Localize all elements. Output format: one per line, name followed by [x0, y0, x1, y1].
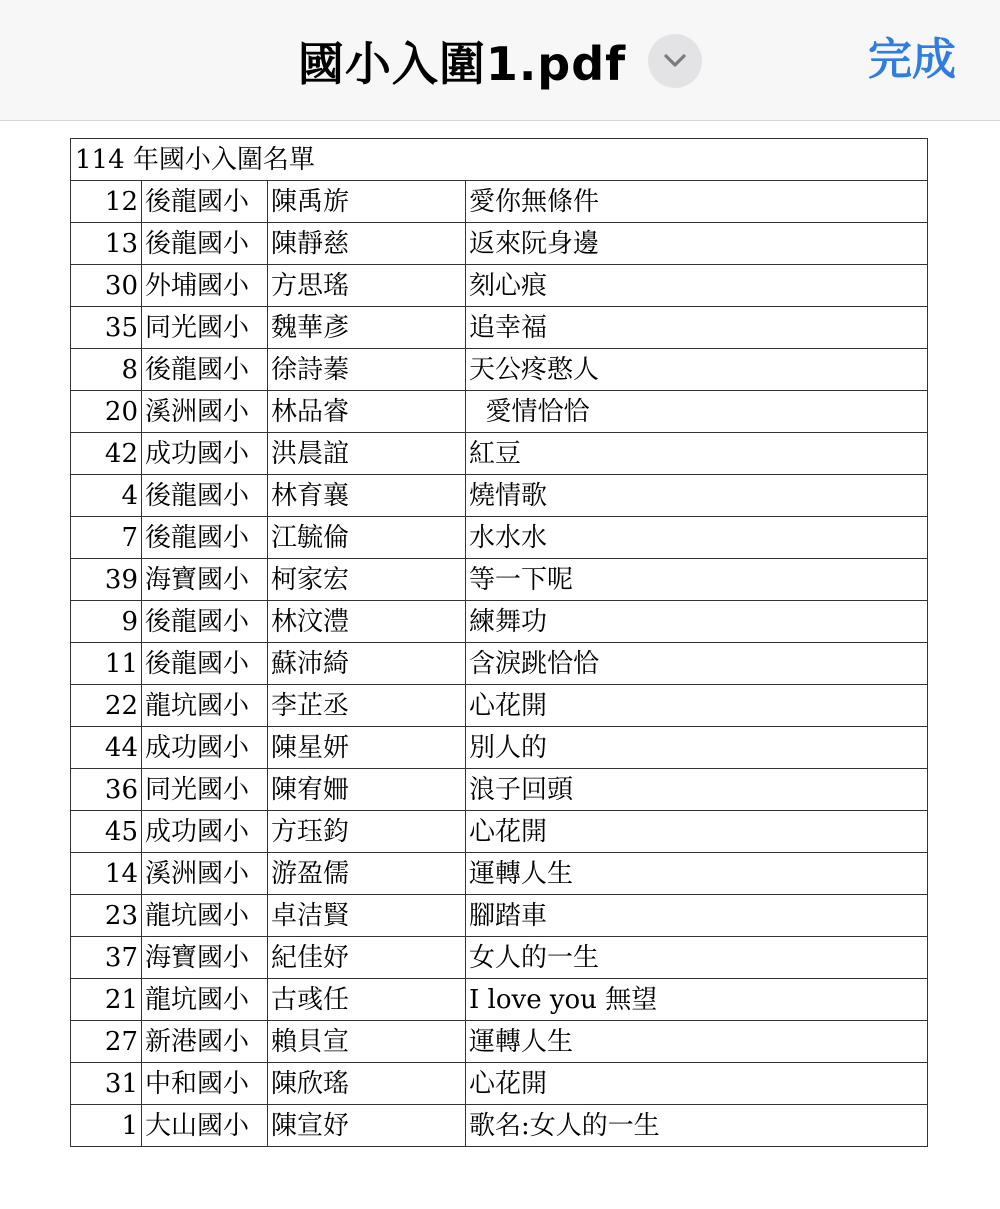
student-name-cell: 陳靜慈 — [268, 223, 466, 265]
table-caption-row — [71, 139, 928, 181]
school-cell: 中和國小 — [142, 1063, 268, 1105]
table-row — [71, 1105, 928, 1147]
entry-number-cell: 14 — [71, 853, 142, 895]
school-cell: 龍坑國小 — [142, 979, 268, 1021]
table-row — [71, 433, 928, 475]
school-cell: 後龍國小 — [142, 475, 268, 517]
song-title-cell: 浪子回頭 — [466, 769, 928, 811]
entry-number-cell: 12 — [71, 181, 142, 223]
table-caption: 114 年國小入圍名單 — [71, 139, 928, 181]
school-cell: 外埔國小 — [142, 265, 268, 307]
student-name-cell: 古彧任 — [268, 979, 466, 1021]
song-title-cell: 愛你無條件 — [466, 181, 928, 223]
student-name-cell: 陳宣妤 — [268, 1105, 466, 1147]
student-name-cell: 洪晨誼 — [268, 433, 466, 475]
student-name-cell: 方珏鈞 — [268, 811, 466, 853]
entry-number-cell: 8 — [71, 349, 142, 391]
song-title-cell: 刻心痕 — [466, 265, 928, 307]
song-title-cell: 紅豆 — [466, 433, 928, 475]
title-group — [0, 0, 1000, 121]
entry-number-cell: 45 — [71, 811, 142, 853]
entry-number-cell: 36 — [71, 769, 142, 811]
entry-number-cell: 35 — [71, 307, 142, 349]
pdf-page — [70, 138, 927, 1147]
entry-number-cell: 11 — [71, 643, 142, 685]
entry-number-cell: 39 — [71, 559, 142, 601]
song-title-cell: 等一下呢 — [466, 559, 928, 601]
school-cell: 後龍國小 — [142, 223, 268, 265]
song-title-cell: 追幸福 — [466, 307, 928, 349]
student-name-cell: 柯家宏 — [268, 559, 466, 601]
entry-number-cell: 37 — [71, 937, 142, 979]
student-name-cell: 蘇沛綺 — [268, 643, 466, 685]
school-cell: 新港國小 — [142, 1021, 268, 1063]
student-name-cell: 陳禹旂 — [268, 181, 466, 223]
entry-number-cell: 23 — [71, 895, 142, 937]
student-name-cell: 陳宥姍 — [268, 769, 466, 811]
student-name-cell: 徐詩蓁 — [268, 349, 466, 391]
school-cell: 後龍國小 — [142, 601, 268, 643]
entry-number-cell: 31 — [71, 1063, 142, 1105]
student-name-cell: 陳欣瑤 — [268, 1063, 466, 1105]
table-row — [71, 937, 928, 979]
school-cell: 後龍國小 — [142, 517, 268, 559]
school-cell: 大山國小 — [142, 1105, 268, 1147]
song-title-cell: I love you 無望 — [466, 979, 928, 1021]
table-row — [71, 979, 928, 1021]
table-row — [71, 601, 928, 643]
entry-number-cell: 9 — [71, 601, 142, 643]
school-cell: 同光國小 — [142, 769, 268, 811]
school-cell: 後龍國小 — [142, 349, 268, 391]
school-cell: 海寶國小 — [142, 937, 268, 979]
chevron-down-icon — [663, 54, 687, 68]
school-cell: 海寶國小 — [142, 559, 268, 601]
table-row — [71, 265, 928, 307]
song-title-cell: 別人的 — [466, 727, 928, 769]
table-row — [71, 559, 928, 601]
table-row — [71, 643, 928, 685]
entry-number-cell: 7 — [71, 517, 142, 559]
table-row — [71, 517, 928, 559]
table-row — [71, 181, 928, 223]
table-row — [71, 811, 928, 853]
table-row — [71, 391, 928, 433]
school-cell: 龍坑國小 — [142, 895, 268, 937]
school-cell: 同光國小 — [142, 307, 268, 349]
song-title-cell: 歌名:女人的一生 — [466, 1105, 928, 1147]
song-title-cell: 燒情歌 — [466, 475, 928, 517]
song-title-cell: 運轉人生 — [466, 1021, 928, 1063]
student-name-cell: 林汶澧 — [268, 601, 466, 643]
table-row — [71, 223, 928, 265]
school-cell: 成功國小 — [142, 727, 268, 769]
file-menu-button[interactable] — [648, 34, 702, 88]
entry-number-cell: 1 — [71, 1105, 142, 1147]
entry-number-cell: 22 — [71, 685, 142, 727]
entry-number-cell: 42 — [71, 433, 142, 475]
song-title-cell: 腳踏車 — [466, 895, 928, 937]
song-title-cell: 女人的一生 — [466, 937, 928, 979]
school-cell: 龍坑國小 — [142, 685, 268, 727]
song-title-cell: 運轉人生 — [466, 853, 928, 895]
song-title-cell: 心花開 — [466, 1063, 928, 1105]
entry-number-cell: 21 — [71, 979, 142, 1021]
table-row — [71, 349, 928, 391]
school-cell: 溪洲國小 — [142, 853, 268, 895]
entry-number-cell: 44 — [71, 727, 142, 769]
student-name-cell: 賴貝宣 — [268, 1021, 466, 1063]
file-title: 國小入圍1.pdf — [297, 36, 627, 91]
song-title-cell: 含淚跳恰恰 — [466, 643, 928, 685]
student-name-cell: 魏華彥 — [268, 307, 466, 349]
entry-number-cell: 4 — [71, 475, 142, 517]
student-name-cell: 林育襄 — [268, 475, 466, 517]
school-cell: 後龍國小 — [142, 181, 268, 223]
song-title-cell: 心花開 — [466, 811, 928, 853]
finalist-table — [70, 138, 928, 1147]
student-name-cell: 方思瑤 — [268, 265, 466, 307]
song-title-cell: 心花開 — [466, 685, 928, 727]
song-title-cell: 天公疼憨人 — [466, 349, 928, 391]
student-name-cell: 卓洁賢 — [268, 895, 466, 937]
school-cell: 成功國小 — [142, 433, 268, 475]
entry-number-cell: 20 — [71, 391, 142, 433]
song-title-cell: 水水水 — [466, 517, 928, 559]
table-row — [71, 895, 928, 937]
entry-number-cell: 30 — [71, 265, 142, 307]
table-row — [71, 769, 928, 811]
done-button[interactable]: 完成 — [868, 34, 956, 85]
school-cell: 溪洲國小 — [142, 391, 268, 433]
table-row — [71, 1063, 928, 1105]
entry-number-cell: 27 — [71, 1021, 142, 1063]
student-name-cell: 林品睿 — [268, 391, 466, 433]
student-name-cell: 江毓倫 — [268, 517, 466, 559]
table-row — [71, 853, 928, 895]
song-title-cell: 返來阮身邊 — [466, 223, 928, 265]
student-name-cell: 紀佳妤 — [268, 937, 466, 979]
student-name-cell: 李芷丞 — [268, 685, 466, 727]
table-row — [71, 685, 928, 727]
top-bar — [0, 0, 1000, 121]
song-title-cell: 愛情恰恰 — [466, 391, 928, 433]
table-row — [71, 727, 928, 769]
song-title-cell: 練舞功 — [466, 601, 928, 643]
table-row — [71, 1021, 928, 1063]
entry-number-cell: 13 — [71, 223, 142, 265]
school-cell: 成功國小 — [142, 811, 268, 853]
student-name-cell: 陳星妍 — [268, 727, 466, 769]
student-name-cell: 游盈儒 — [268, 853, 466, 895]
table-row — [71, 307, 928, 349]
table-row — [71, 475, 928, 517]
school-cell: 後龍國小 — [142, 643, 268, 685]
